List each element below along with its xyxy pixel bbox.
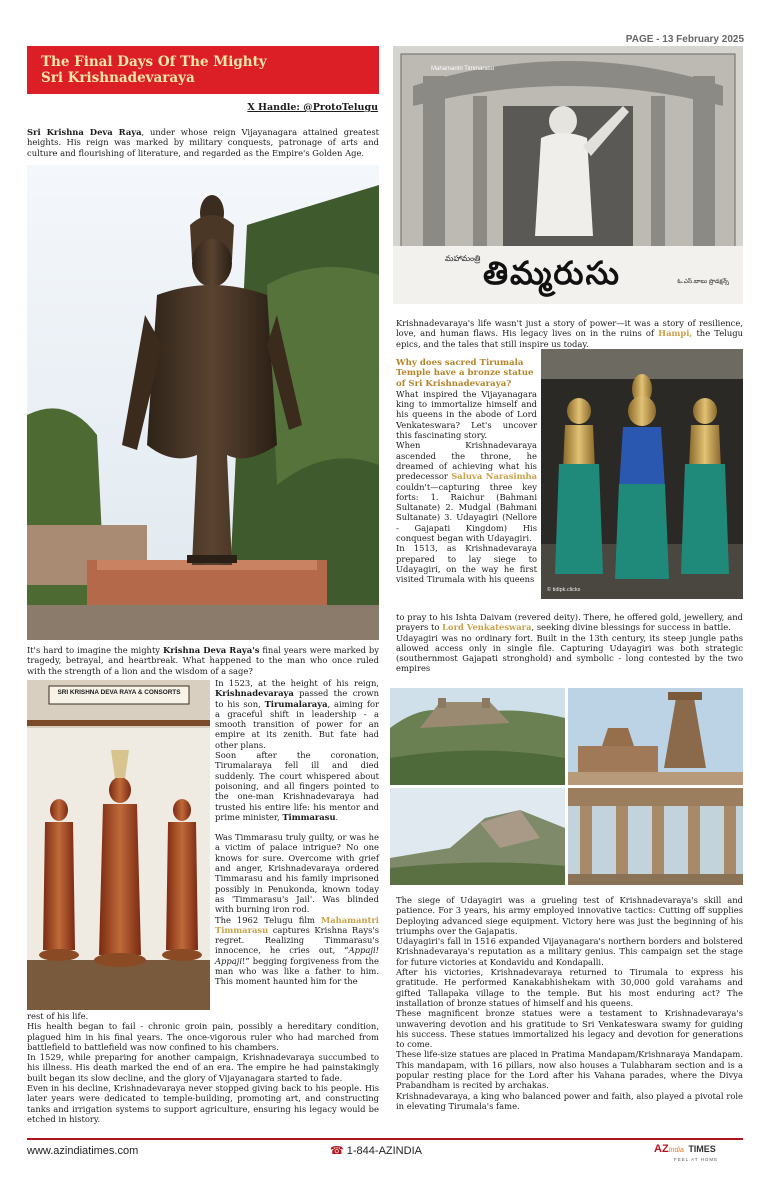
middle-p3: Was Timmarasu truly guilty, or was he a victim of palace intrigue? No one knows for sure. Overcome with grief and anger, Krishnadevaraya ordered Timmarasu and his family imprisoned possibly in Penukonda, known today as 'Timmarasu's Jail'. Was blinded with burning iron rod. — [215, 832, 379, 915]
right-p4: In 1513, as Krishnadevaraya prepared to lay siege to Udayagiri, on the way he first visited Tirumala with his queens — [396, 543, 537, 585]
intro-paragraph — [27, 127, 379, 158]
right-p3: When Krishnadevaraya ascended the throne, he dreamed of achieving what his predecessor Saluva Narasimha couldn't—capturing three key forts: 1. Raichur (Bahmani Sultanate) 2. Mudgal (Bahmani Sultanate) 3. Udayagiri (Nellore - Gajapati Kingdom) His conquest began with Udayagiri. — [396, 440, 537, 544]
mandapam-photo — [568, 788, 743, 885]
headline-banner — [27, 46, 379, 94]
bottom-left-p2: In 1529, while preparing for another campaign, Krishnadevaraya succumbed to his illness. His death marked the end of an era. The empire he had painstakingly built began its slow decline, and the glory of Vijayanagara started to fade. — [27, 1052, 379, 1083]
right-narrow-column — [396, 350, 537, 585]
poster-small-right: ఓ.ఎస్.బాబు ప్రొడక్షన్స్ — [677, 278, 729, 285]
poster-telugu-title: తిమ్మరుసు — [483, 254, 621, 292]
film-poster — [393, 46, 743, 304]
headline-line-2: Sri Krishnadevaraya — [41, 70, 195, 86]
hill-photo — [390, 788, 565, 885]
bottom-right-p6: Krishnadevaraya, a king who balanced power and faith, also played a pivotal role in elevating Tirumala's fame. — [396, 1090, 743, 1111]
right-p4-cont: to pray to his Ishta Daivam (revered deity). There, he offered gold, jewellery, and prayers to Lord Venkateswara, seeking divine blessings for success in battle. — [396, 612, 743, 633]
middle-p4: The 1962 Telugu film Mahamantri Timmarasu captures Krishna Rays's regret. Realizing Timmarasu's innocence, he cries out, “Appaji! Appaji!” begging forgiveness from the man who was like a father to him. This moment haunted him for the — [215, 914, 379, 987]
x-handle: X Handle: @ProtoTelugu — [247, 102, 378, 113]
statue-caption — [27, 645, 379, 676]
caption-text-a: It's hard to imagine the mighty — [27, 645, 163, 655]
middle-p2: Soon after the coronation, Tirumalaraya fell ill and died suddenly. The court whispered about poisoning, and all fingers pointed to the one-man Krishnadevaraya had trusted his entire life: his mentor and prime minister, Timmarasu. — [215, 750, 379, 822]
bottom-left-column — [27, 1011, 379, 1124]
tirumala-bronze-photo — [541, 349, 743, 599]
udayagiri-fort-photo — [390, 688, 565, 785]
logo-india: India — [668, 1147, 684, 1154]
logo-az: AZ — [654, 1143, 669, 1155]
statue-photo — [27, 165, 379, 640]
footer-phone: 1-844-AZINDIA — [346, 1145, 422, 1157]
bottom-left-p1: His health began to fail - chronic groin pain, possibly a hereditary condition, plagued him in his final years. The once-vigorous ruler who had marched from battlefield to battlefield was now confined to his chambers. — [27, 1021, 379, 1052]
poster-top-label: Mahamantri Timmarasu — [431, 66, 495, 72]
middle-p1: In 1523, at the height of his reign, Krishnadevaraya passed the crown to his son, Tirumalaraya, aiming for a graceful shift in leadership - a smooth transition of power for an empire at its zenith. But fate had other plans. — [215, 678, 379, 750]
bottom-right-p4: These magnificent bronze statues were a testament to Krishnadevaraya's unwavering devotion and his gratitude to Sri Venkateswara swamy for guiding his success. These statues immortalized his legacy and devotion for generations to come. — [396, 1008, 743, 1050]
bottom-right-p1: The siege of Udayagiri was a grueling test of Krishnadevaraya's skill and patience. For 3 years, his army employed innovative tactics: Cutting off supplies Deploying advanced siege equipment. Victory here was just the beginning of his triumphs over the Gajapatis. — [396, 895, 743, 936]
right-p1: Krishnadevaraya's life wasn't just a story of power—it was a story of resilience, love, and human flaws. His legacy lives on in the ruins of Hampi, the Telugu epics, and the tales that still inspire us today. — [396, 318, 743, 349]
headline-line-1: The Final Days Of The Mighty — [41, 54, 267, 70]
intro-text: , under whose reign Vijayanagara attained greatest heights. His reign was marked by military conquests, patronage of arts and culture and flourishing of literature, and regarded as the Empire's Golden Age. — [27, 127, 379, 158]
caption-text-c: final years were marked by tragedy, betrayal, and heartbreak. What happened to the man who once ruled with the strength of a lion and the wisdom of a sage? — [27, 645, 380, 676]
caption-name: Krishna Deva Raya's — [162, 645, 260, 655]
phone-icon: ☎ — [330, 1145, 344, 1157]
page-label: PAGE - 13 February 2025 — [625, 34, 744, 45]
footer-rule — [27, 1138, 743, 1140]
poster-small-left: మహామంత్రి — [445, 254, 481, 263]
temple-gopuram-photo — [568, 688, 743, 785]
right-wide-block — [396, 612, 743, 674]
right-p5: Udayagiri was no ordinary fort. Built in the 13th century, its steep jungle paths allowed access only in single file. Capturing Udayagiri was both strategic (southernmost Gajapati stronghold) and symbolic - long contested by the two empires — [396, 632, 743, 674]
intro-name: Sri Krishna Deva Raya — [27, 127, 142, 137]
right-heading: Why does sacred Tirumala Temple have a bronze statue of Sri Krishnadevaraya? — [396, 358, 534, 389]
bottom-left-p0: rest of his life. — [27, 1011, 89, 1021]
logo-times: TIMES — [688, 1144, 716, 1154]
bottom-right-p5: These life-size statues are placed in Pratima Mandapam/Krishnaraya Mandapam. This mandapam, with 16 pillars, now also houses a Tulabharam section and is a popular resting place for the Lord after his Vahana parades, where the Divya Prabandham is recited by archakas. — [396, 1049, 743, 1091]
bottom-left-p3: Even in his decline, Krishnadevaraya never stopped giving back to his people. His later years were dedicated to temple-building, promoting art, and constructing tanks and irrigation systems to support agriculture, ensuring his legacy would be etched in history. — [27, 1083, 379, 1124]
bronze-photo-credit: © tidipk.clicks — [547, 587, 581, 593]
bottom-right-p3: After his victories, Krishnadevaraya returned to Tirumala to express his gratitude. He performed Kanakabhishekam with 30,000 gold varahams and gifted Tallapaka village to the temple. But his most enduring act? The installation of bronze statues of himself and his queens. — [396, 967, 743, 1008]
consorts-photo — [27, 680, 210, 1010]
middle-column — [215, 678, 379, 987]
footer-website: www.azindiatimes.com — [27, 1145, 139, 1157]
consorts-sign: SRI KRISHNA DEVA RAYA & CONSORTS — [57, 689, 181, 696]
footer-phone-group — [330, 1144, 422, 1157]
bottom-right-column — [396, 895, 743, 1111]
footer-logo — [654, 1142, 744, 1162]
logo-tagline: FEEL AT HOME — [674, 1157, 719, 1162]
bottom-right-p2: Udayagiri's fall in 1516 expanded Vijayanagara's northern borders and bolstered Krishnadevaraya's reputation as a military genius. This campaign set the stage for future victories at Kondavidu and Kondapalli. — [396, 936, 743, 967]
right-p2: What inspired the Vijayanagara king to immortalize himself and his queens in the abode of Lord Venkateswara? Let's uncover this fascinating story. — [396, 388, 537, 441]
